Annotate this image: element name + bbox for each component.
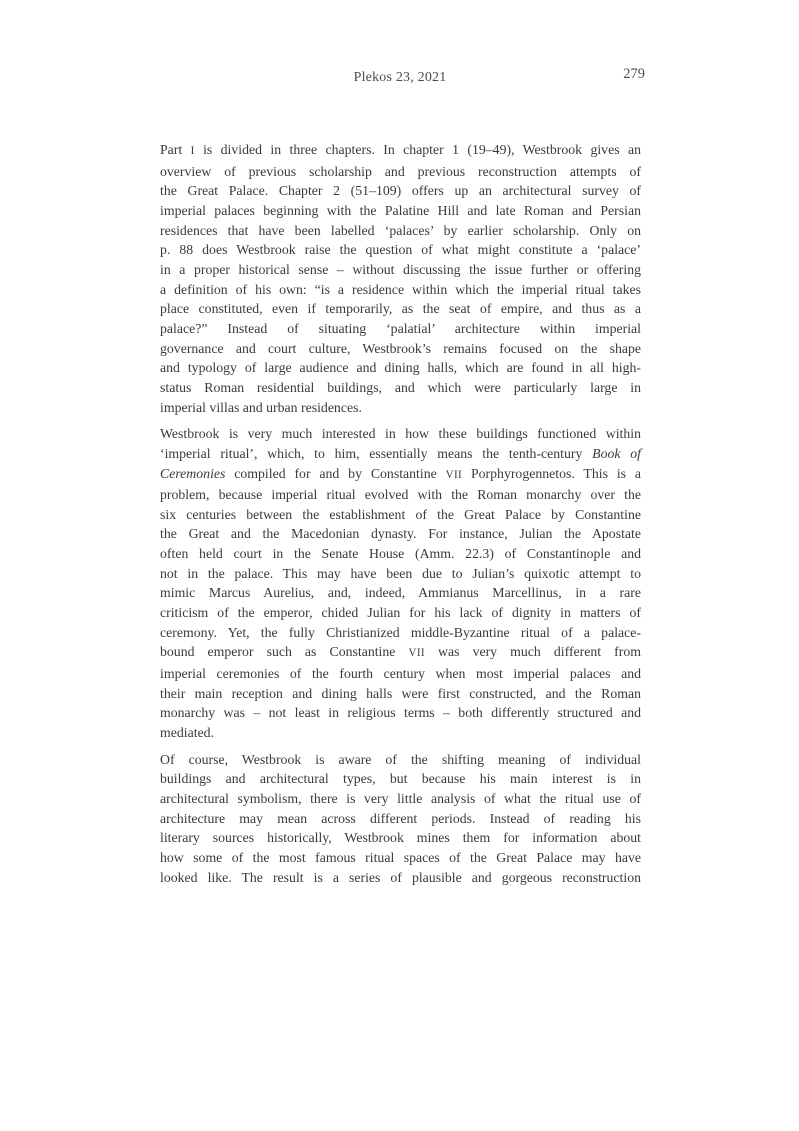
text-segment: status Roman residential buildings, and which were particularly large in bbox=[160, 379, 641, 395]
text-segment: Westbrook is very much interested in how these buildings functioned within bbox=[160, 426, 641, 442]
text-segment: buildings and architectural types, but because his main interest is in bbox=[160, 771, 641, 787]
text-line bbox=[160, 464, 641, 486]
text-segment: imperial palaces beginning with the Palatine Hill and late Roman and Persian bbox=[160, 202, 641, 218]
text-line bbox=[160, 664, 641, 684]
text-segment: problem, because imperial ritual evolved with the Roman monarchy over the bbox=[160, 487, 641, 503]
text-line bbox=[160, 769, 641, 789]
text-segment: architectural symbolism, there is very little analysis of what the ritual use of bbox=[160, 791, 641, 806]
text-line bbox=[160, 444, 641, 464]
text-line bbox=[160, 260, 641, 280]
text-segment: ‘imperial ritual’, which, to him, essentially means the tenth-century bbox=[160, 445, 593, 461]
text-segment: Book of bbox=[592, 445, 641, 461]
text-segment: criticism of the emperor, chided Julian for his lack of dignity in matters of bbox=[160, 605, 641, 621]
text-line bbox=[160, 848, 641, 868]
text-line bbox=[160, 750, 641, 770]
text-segment: place constituted, even if temporarily, as the seat of empire, and thus as a bbox=[160, 301, 641, 317]
text-segment: imperial ceremonies of the fourth century when most imperial palaces and bbox=[160, 666, 641, 682]
text-segment: compiled for and by Constantine bbox=[225, 465, 446, 481]
text-line bbox=[160, 703, 641, 723]
text-segment: literary sources historically, Westbrook mines them for information about bbox=[160, 830, 641, 846]
text-line bbox=[160, 299, 641, 319]
text-line bbox=[160, 280, 641, 300]
page-number: 279 bbox=[623, 66, 645, 82]
text-segment: six centuries between the establishment of the Great Palace by Constantine bbox=[160, 506, 641, 522]
text-segment: VII bbox=[408, 647, 425, 660]
text-segment: monarchy was – not least in religious terms – both differently structured and bbox=[160, 705, 641, 721]
text-segment: not in the palace. This may have been due to Julian’s quixotic attempt to bbox=[160, 565, 641, 581]
text-segment: Part bbox=[160, 142, 191, 157]
text-line bbox=[160, 603, 641, 623]
text-segment: architecture may mean across different periods. Instead of reading his bbox=[160, 810, 641, 826]
paragraph bbox=[160, 140, 641, 417]
text-line bbox=[160, 398, 641, 418]
text-segment: is divided in three chapters. In chapter 1 (19–49), Westbrook gives an bbox=[194, 142, 641, 157]
text-line bbox=[160, 809, 641, 829]
text-segment: looked like. The result is a series of plausible and gorgeous reconstruction bbox=[160, 869, 641, 885]
text-line bbox=[160, 583, 641, 603]
text-segment: mimic Marcus Aurelius, and, indeed, Ammianus Marcellinus, in a rare bbox=[160, 585, 641, 601]
text-segment: their main reception and dining halls were first constructed, and the Roman bbox=[160, 685, 641, 701]
text-line bbox=[160, 378, 641, 398]
text-segment: overview of previous scholarship and previous reconstruction attempts of bbox=[160, 163, 641, 179]
text-line bbox=[160, 623, 641, 643]
text-line bbox=[160, 319, 641, 339]
paragraph bbox=[160, 424, 641, 743]
text-segment: Of course, Westbrook is aware of the shifting meaning of individual bbox=[160, 751, 641, 767]
text-segment: ceremony. Yet, the fully Christianized middle-Byzantine ritual of a palace- bbox=[160, 624, 641, 640]
text-line bbox=[160, 828, 641, 848]
text-line bbox=[160, 723, 641, 743]
paragraph bbox=[160, 750, 641, 888]
journal-title: Plekos 23, 2021 bbox=[353, 70, 447, 85]
text-segment: Porphyrogennetos. This is a bbox=[462, 465, 641, 481]
text-segment: a definition of his own: “is a residence within which the imperial ritual takes bbox=[160, 281, 641, 297]
text-segment: VII bbox=[445, 468, 463, 481]
text-segment: and typology of large audience and dining halls, which are found in all high- bbox=[160, 360, 641, 376]
text-segment: palace?” Instead of situating ‘palatial’ architecture within imperial bbox=[160, 320, 641, 336]
text-segment: how some of the most famous ritual spaces of the Great Palace may have bbox=[160, 849, 641, 865]
text-segment: imperial villas and urban residences. bbox=[160, 399, 362, 415]
text-line bbox=[160, 240, 641, 260]
text-line bbox=[160, 221, 641, 241]
text-line bbox=[160, 140, 641, 162]
text-line bbox=[160, 642, 641, 664]
text-line bbox=[160, 544, 641, 564]
text-line bbox=[160, 684, 641, 704]
text-segment: was very much different from bbox=[424, 644, 641, 660]
text-line bbox=[160, 201, 641, 221]
text-segment: residences that have been labelled ‘palaces’ by earlier scholarship. Only on bbox=[160, 222, 641, 238]
text-line bbox=[160, 868, 641, 888]
text-line bbox=[160, 505, 641, 525]
page-body bbox=[160, 140, 641, 894]
text-segment: I bbox=[190, 145, 195, 157]
text-segment: bound emperor such as Constantine bbox=[160, 644, 409, 660]
text-segment: mediated. bbox=[160, 725, 215, 741]
text-segment: in a proper historical sense – without discussing the issue further or offering bbox=[160, 261, 641, 277]
text-line bbox=[160, 424, 641, 444]
text-line bbox=[160, 339, 641, 359]
text-line bbox=[160, 358, 641, 378]
text-line bbox=[160, 524, 641, 544]
text-segment: the Great and the Macedonian dynasty. For instance, Julian the Apostate bbox=[160, 526, 641, 542]
text-segment: governance and court culture, Westbrook’s remains focused on the shape bbox=[160, 340, 641, 356]
text-segment: the Great Palace. Chapter 2 (51–109) offers up an architectural survey of bbox=[160, 183, 641, 199]
text-segment: often held court in the Senate House (Amm. 22.3) of Constantinople and bbox=[160, 546, 641, 562]
text-segment: p. 88 does Westbrook raise the question of what might constitute a ‘palace’ bbox=[160, 242, 641, 258]
text-line bbox=[160, 789, 641, 809]
text-line bbox=[160, 564, 641, 584]
text-line bbox=[160, 181, 641, 201]
text-segment: Ceremonies bbox=[160, 465, 226, 481]
text-line bbox=[160, 162, 641, 182]
text-line bbox=[160, 485, 641, 505]
